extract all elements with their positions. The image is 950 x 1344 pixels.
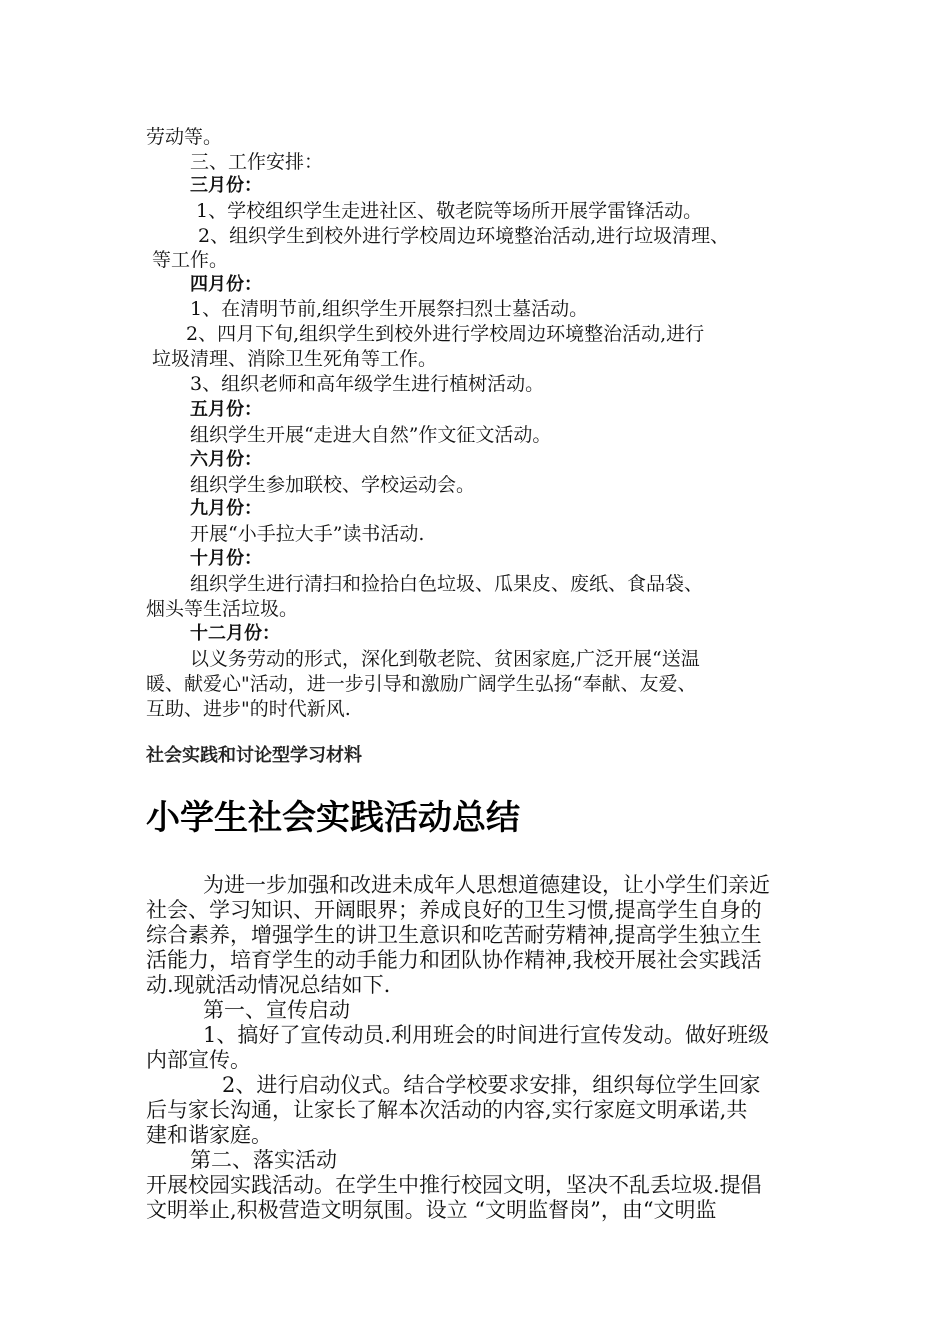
- month-label-march: 三月份：: [190, 175, 262, 196]
- december-text: 以义务劳动的形式，深化到敬老院、贫困家庭,广泛开展“送温: [190, 648, 700, 670]
- month-label-september: 九月份：: [190, 498, 262, 519]
- june-text: 组织学生参加联校、学校运动会。: [190, 474, 476, 496]
- part2-text-cont: 文明举止,积极营造文明氛围。设立 “文明监督岗”，由“文明监: [146, 1198, 717, 1222]
- october-text-cont: 烟头等生活垃圾。: [146, 598, 299, 620]
- part2-heading: 第二、落实活动: [190, 1148, 337, 1172]
- may-text: 组织学生开展“走进大自然”作文征文活动。: [190, 424, 552, 446]
- month-label-june: 六月份：: [190, 449, 262, 470]
- december-text-cont-1: 暖、献爱心"活动，进一步引导和激励广阔学生弘扬“奉献、友爱、: [146, 673, 697, 695]
- month-label-december: 十二月份：: [190, 623, 280, 644]
- part1-item-2-cont-2: 建和谐家庭。: [146, 1123, 272, 1147]
- intro-line-3: 综合素养，增强学生的讲卫生意识和吃苦耐劳精神,提高学生独立生: [146, 923, 762, 947]
- april-item-1: 1、在清明节前,组织学生开展祭扫烈士墓活动。: [190, 298, 589, 320]
- month-label-may: 五月份：: [190, 399, 262, 420]
- intro-line-1: 为进一步加强和改进未成年人思想道德建设，让小学生们亲近: [203, 873, 770, 897]
- material-subtitle: 社会实践和讨论型学习材料: [146, 745, 362, 766]
- march-item-2: 2、组织学生到校外进行学校周边环境整治活动,进行垃圾清理、: [198, 225, 730, 247]
- part2-text: 开展校园实践活动。在学生中推行校园文明，坚决不乱丢垃圾.提倡: [146, 1173, 762, 1197]
- april-item-2: 2、四月下旬,组织学生到校外进行学校周边环境整治活动,进行: [186, 323, 705, 345]
- month-label-october: 十月份：: [190, 548, 262, 569]
- intro-line-2: 社会、学习知识、开阔眼界；养成良好的卫生习惯,提高学生自身的: [146, 898, 762, 922]
- month-label-april: 四月份：: [190, 274, 262, 295]
- part1-item-1-cont: 内部宣传。: [146, 1048, 251, 1072]
- march-item-2-cont: 等工作。: [152, 249, 229, 271]
- intro-line-5: 动.现就活动情况总结如下.: [146, 973, 391, 997]
- september-text: 开展“小手拉大手”读书活动.: [190, 523, 425, 545]
- part1-item-2-cont-1: 后与家长沟通，让家长了解本次活动的内容,实行家庭文明承诺,共: [146, 1098, 748, 1122]
- part1-heading: 第一、宣传启动: [203, 998, 350, 1022]
- april-item-2-cont: 垃圾清理、消除卫生死角等工作。: [152, 348, 438, 370]
- march-item-1: 1、学校组织学生走进社区、敬老院等场所开展学雷锋活动。: [196, 200, 703, 222]
- section-heading: 三、工作安排：: [190, 151, 324, 173]
- document-title: 小学生社会实践活动总结: [146, 798, 520, 838]
- part1-item-1: 1、搞好了宣传动员.利用班会的时间进行宣传发动。做好班级: [203, 1023, 770, 1047]
- intro-line-4: 活能力，培育学生的动手能力和团队协作精神,我校开展社会实践活: [146, 948, 762, 972]
- december-text-cont-2: 互助、进步"的时代新风.: [146, 698, 351, 720]
- part1-item-2: 2、进行启动仪式。结合学校要求安排，组织每位学生回家: [222, 1073, 761, 1097]
- april-item-3: 3、组织老师和高年级学生进行植树活动。: [190, 373, 545, 395]
- continued-text: 劳动等。: [146, 126, 223, 148]
- october-text: 组织学生进行清扫和捡拾白色垃圾、瓜果皮、废纸、食品袋、: [190, 573, 704, 595]
